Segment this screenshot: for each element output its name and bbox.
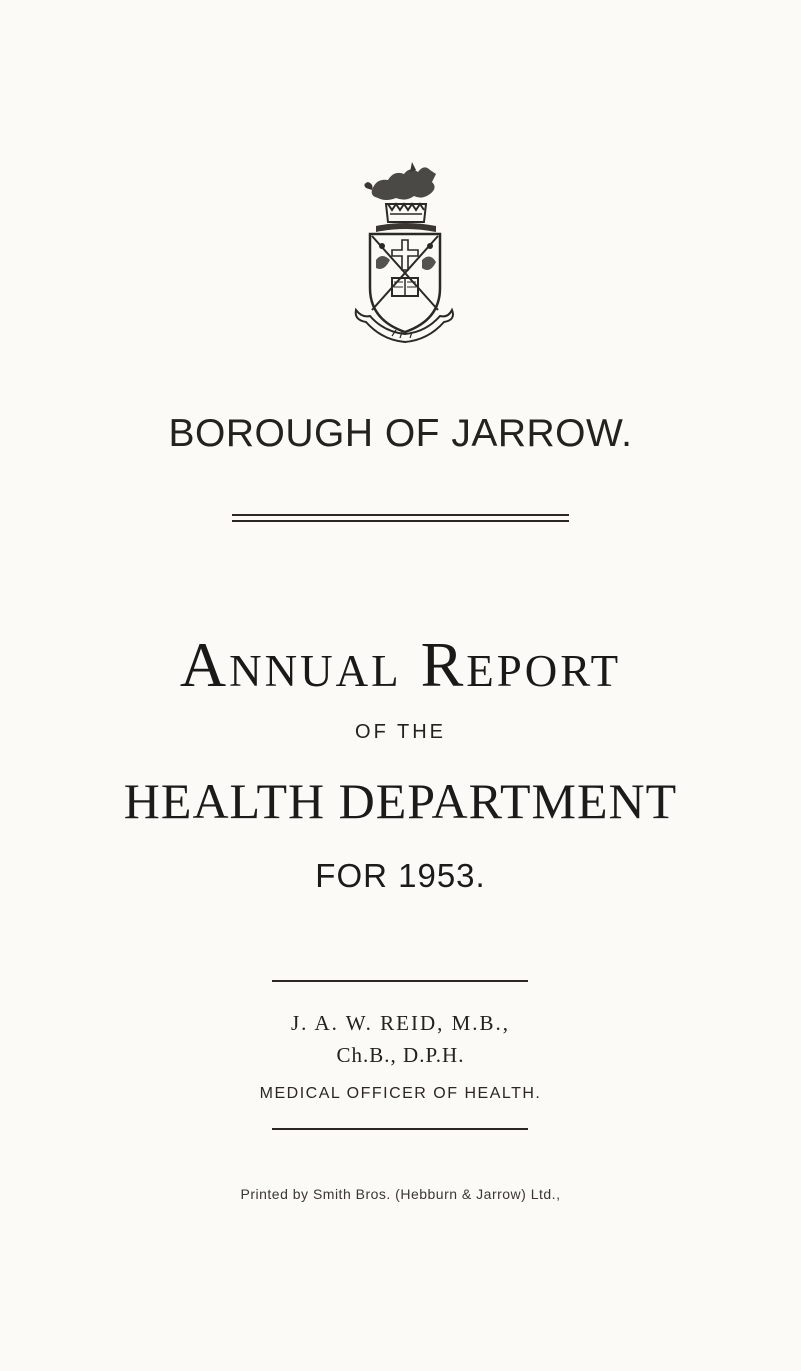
lower-rule-divider	[272, 1128, 528, 1130]
upper-rule-divider	[272, 980, 528, 982]
author-name: J. A. W. REID, M.B.,	[290, 1011, 511, 1035]
department-title: HEALTH DEPARTMENT	[123, 773, 678, 829]
author-qualifications: Ch.B., D.P.H.	[336, 1043, 465, 1067]
report-title-connector: OF THE	[355, 721, 446, 743]
borough-heading: BOROUGH OF JARROW.	[168, 412, 633, 455]
borough-coat-of-arms-icon	[352, 160, 456, 350]
printer-imprint: Printed by Smith Bros. (Hebburn & Jarrow) Ltd.,	[240, 1186, 561, 1202]
report-year: FOR 1953.	[315, 857, 486, 894]
double-rule-divider	[232, 514, 569, 523]
report-title: Annual Report	[179, 629, 622, 700]
author-role: MEDICAL OFFICER OF HEALTH.	[259, 1085, 542, 1102]
